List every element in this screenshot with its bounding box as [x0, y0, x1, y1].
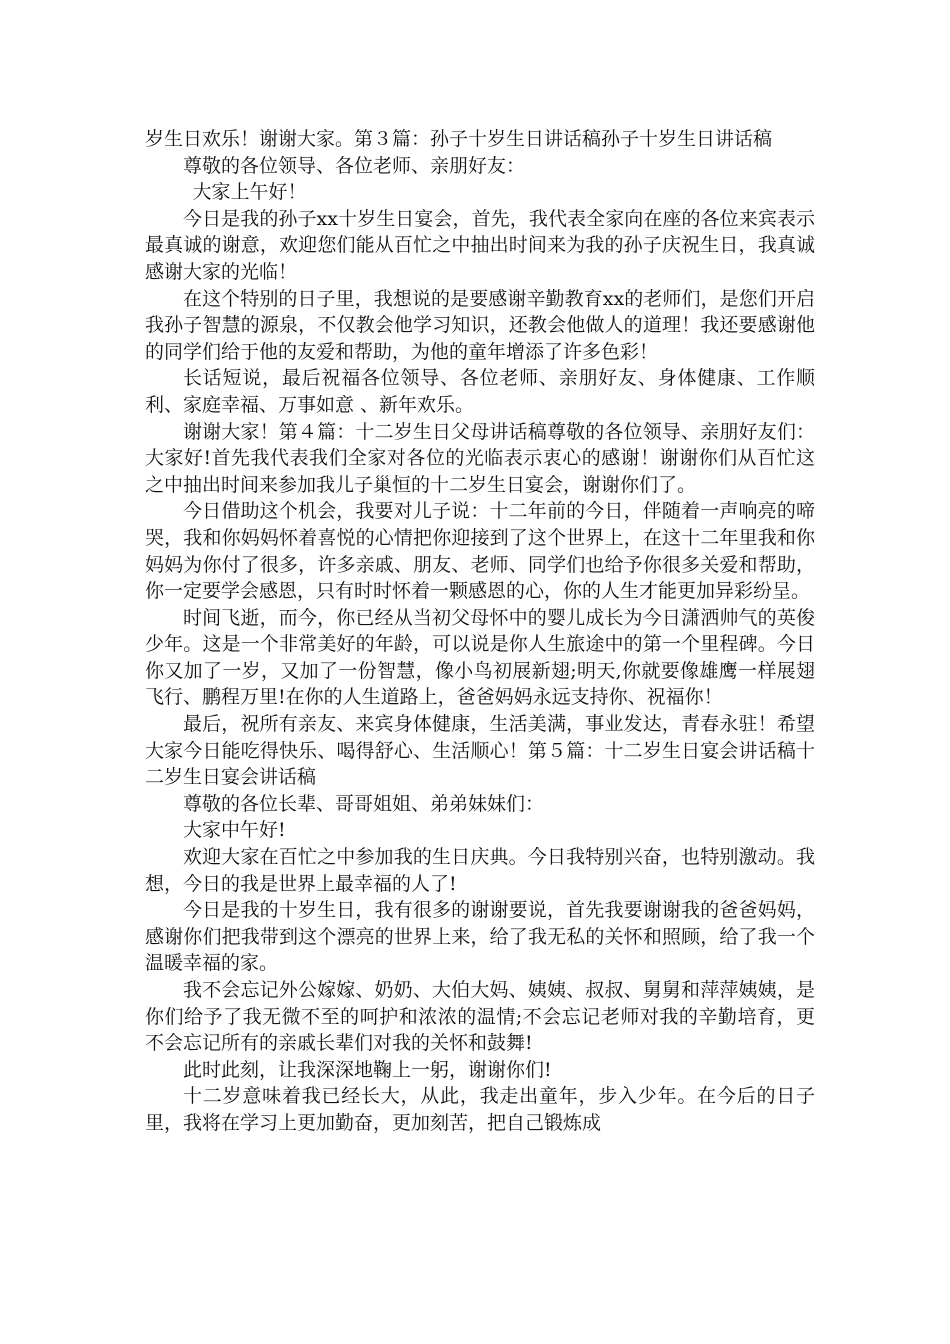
- paragraph-16: 此时此刻，让我深深地鞠上一躬，谢谢你们!: [183, 1058, 552, 1081]
- paragraph-7: 谢谢大家！第４篇：十二岁生日父母讲话稿尊敬的各位领导、亲朋好友们：大家好!首先我代表我们全家对各位的光临表示衷心的感谢！谢谢你们从百忙这之中抽出时间来参加我儿子巢恒的十二岁生日宴会，谢谢你们了。: [145, 420, 815, 496]
- document-page: [145, 126, 815, 1137]
- paragraph-15: 我不会忘记外公嫁嫁、奶奶、大伯大妈、姨姨、叔叔、舅舅和萍萍姨姨，是你们给予了我无微不至的呵护和浓浓的温情;不会忘记老师对我的辛勤培育，更不会忘记所有的亲戚长辈们对我的关怀和鼓舞!: [145, 979, 815, 1055]
- paragraph-3: 大家上午好！: [192, 181, 307, 204]
- paragraph-13: 欢迎大家在百忙之中参加我的生日庆典。今日我特别兴奋，也特别激动。我想，今日的我是世界上最幸福的人了!: [145, 846, 815, 895]
- paragraph-5: 在这个特别的日子里，我想说的是要感谢辛勤教育xx的老师们，是您们开启我孙子智慧的源泉，不仅教会他学习知识，还教会他做人的道理！我还要感谢他的同学们给于他的友爱和帮助，为他的童年增添了许多色彩！: [145, 287, 815, 363]
- paragraph-8: 今日借助这个机会，我要对儿子说：十二年前的今日，伴随着一声响亮的啼哭，我和你妈妈怀着喜悦的心情把你迎接到了这个世界上，在这十二年里我和你妈妈为你付了很多，许多亲戚、朋友、老师、同学们也给予你很多关爱和帮助，你一定要学会感恩，只有时时怀着一颗感恩的心，你的人生才能更加异彩纷呈。: [145, 500, 815, 603]
- paragraph-1: 岁生日欢乐！谢谢大家。第３篇：孙子十岁生日讲话稿孙子十岁生日讲话稿: [145, 128, 773, 150]
- paragraph-6: 长话短说，最后祝福各位领导、各位老师、亲朋好友、身体健康、工作顺利、家庭幸福、万事如意 、新年欢乐。: [145, 367, 815, 416]
- paragraph-2: 尊敬的各位领导、各位老师、亲朋好友：: [183, 154, 526, 177]
- paragraph-14: 今日是我的十岁生日，我有很多的谢谢要说，首先我要谢谢我的爸爸妈妈，感谢你们把我带到这个漂亮的世界上来，给了我无私的关怀和照顾，给了我一个温暖幸福的家。: [145, 899, 815, 975]
- paragraph-17: 十二岁意味着我已经长大，从此，我走出童年，步入少年。在今后的日子里，我将在学习上更加勤奋，更加刻苦，把自己锻炼成: [145, 1085, 815, 1134]
- paragraph-10: 最后，祝所有亲友、来宾身体健康，生活美满，事业发达，青春永驻！希望大家今日能吃得快乐、喝得舒心、生活顺心！第５篇：十二岁生日宴会讲话稿十二岁生日宴会讲话稿: [145, 713, 815, 789]
- paragraph-12: 大家中午好!: [183, 819, 286, 842]
- paragraph-9: 时间飞逝，而今，你已经从当初父母怀中的婴儿成长为今日潇洒帅气的英俊少年。这是一个非常美好的年龄，可以说是你人生旅途中的第一个里程碑。今日你又加了一岁，又加了一份智慧，像小鸟初展新翅;明天,你就要像雄鹰一样展翅飞行、鹏程万里!在你的人生道路上，爸爸妈妈永远支持你、祝福你！: [145, 606, 815, 709]
- paragraph-4: 今日是我的孙子xx十岁生日宴会，首先，我代表全家向在座的各位来宾表示最真诚的谢意，欢迎您们能从百忙之中抽出时间来为我的孙子庆祝生日，我真诚感谢大家的光临！: [145, 207, 815, 283]
- paragraph-11: 尊敬的各位长辈、哥哥姐姐、弟弟妹妹们：: [183, 792, 545, 815]
